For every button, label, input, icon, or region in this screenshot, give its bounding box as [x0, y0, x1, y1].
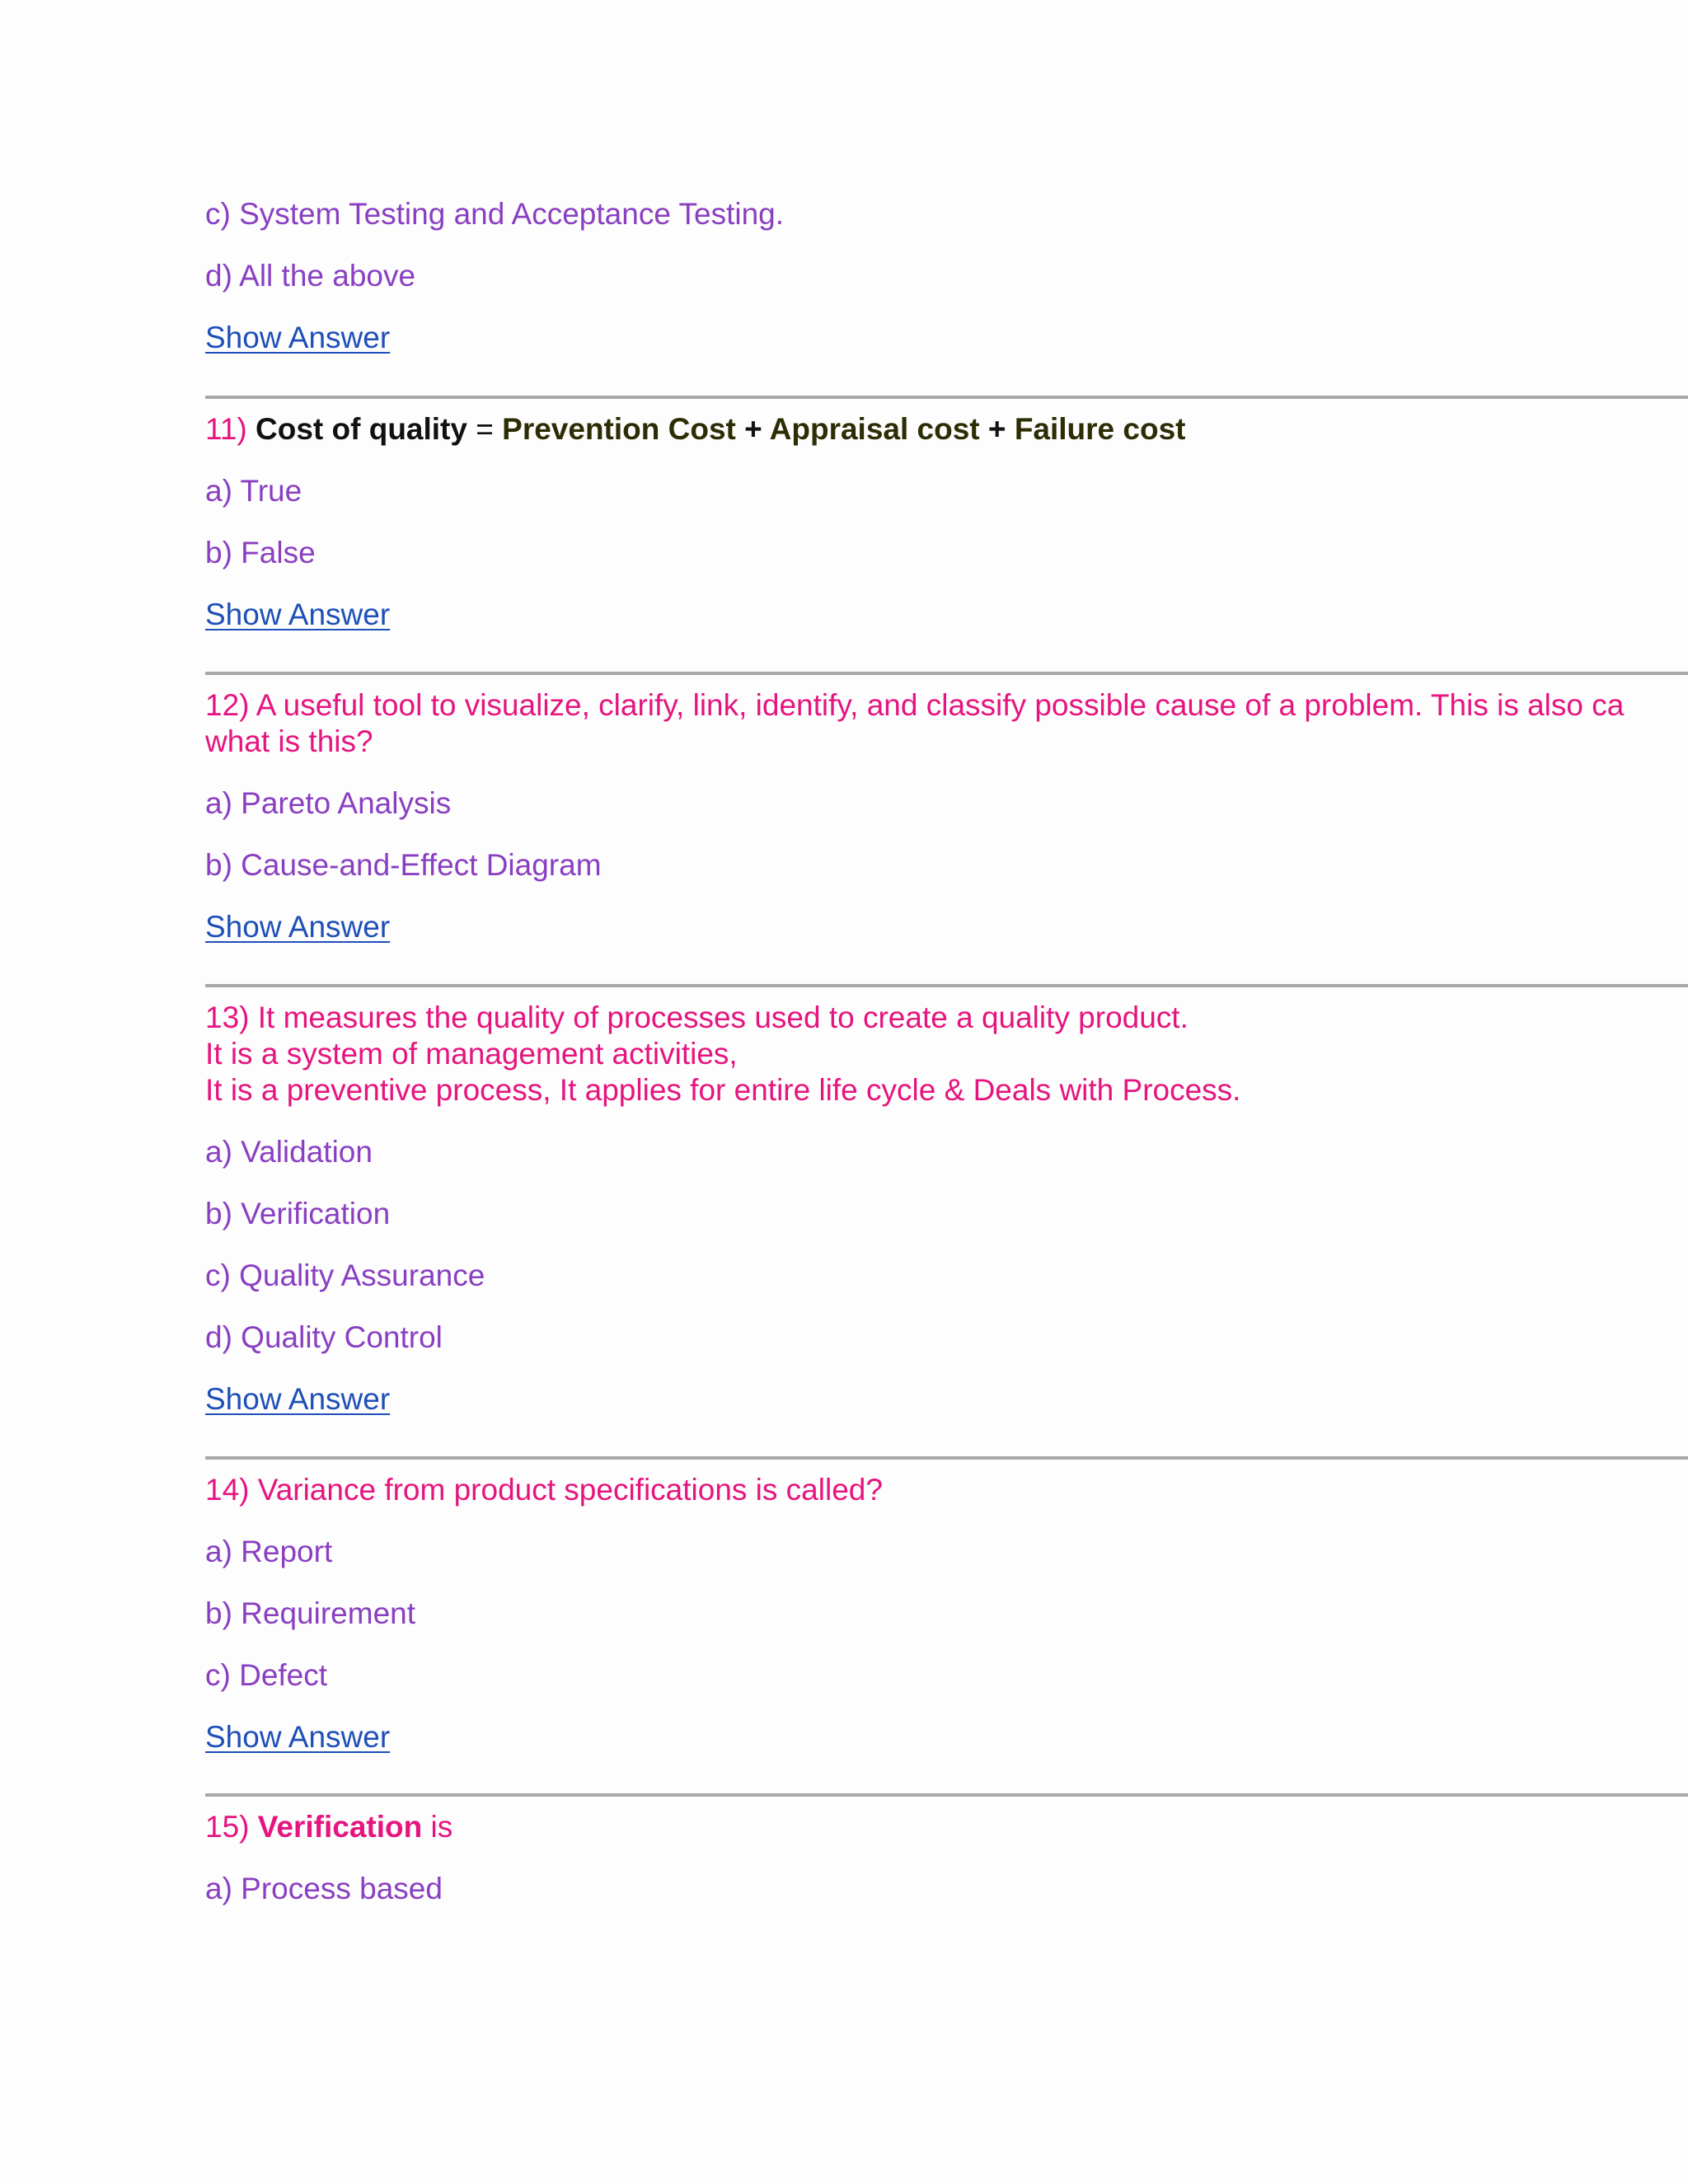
divider — [205, 1793, 1688, 1797]
q10-option-c: c) System Testing and Acceptance Testing. — [205, 197, 785, 231]
divider — [205, 1456, 1688, 1460]
q15-number: 15) — [205, 1810, 258, 1844]
q11-equals: = — [467, 412, 503, 446]
q15-tail: is — [422, 1810, 453, 1844]
q11-prevention-cost: Prevention Cost — [502, 412, 736, 446]
divider — [205, 672, 1688, 675]
q15-option-a: a) Process based — [205, 1872, 443, 1905]
q13-option-b: b) Verification — [205, 1197, 391, 1230]
q13-question-line-2: It is a system of management activities, — [205, 1037, 738, 1071]
q12-option-b: b) Cause-and-Effect Diagram — [205, 848, 602, 882]
q13-option-a: a) Validation — [205, 1135, 373, 1169]
q11-plus-2: + — [979, 412, 1015, 446]
q11-plus-1: + — [735, 412, 770, 446]
q13-option-c: c) Quality Assurance — [205, 1258, 485, 1292]
q10-option-d: d) All the above — [205, 259, 416, 293]
q14-question: 14) Variance from product specifications is called? — [205, 1473, 883, 1507]
q14-option-c: c) Defect — [205, 1658, 328, 1692]
q14-option-b: b) Requirement — [205, 1596, 416, 1630]
divider — [205, 984, 1688, 987]
q13-question-line-1: 13) It measures the quality of processes used to create a quality product. — [205, 1001, 1189, 1034]
q11-term: Cost of quality — [256, 412, 467, 446]
q11-show-answer-link[interactable]: Show Answer — [205, 598, 391, 631]
q11-option-b: b) False — [205, 536, 316, 569]
q15-question — [205, 1809, 452, 1845]
q13-option-d: d) Quality Control — [205, 1320, 443, 1354]
q11-option-a: a) True — [205, 474, 302, 508]
q14-option-a: a) Report — [205, 1535, 333, 1568]
q14-show-answer-link[interactable]: Show Answer — [205, 1720, 391, 1754]
divider — [205, 396, 1688, 399]
q12-option-a: a) Pareto Analysis — [205, 786, 452, 820]
q11-appraisal-cost: Appraisal cost — [769, 412, 980, 446]
q15-term: Verification — [257, 1810, 423, 1844]
q12-show-answer-link[interactable]: Show Answer — [205, 910, 391, 944]
q11-number: 11) — [205, 412, 256, 446]
quiz-page — [205, 196, 1688, 2184]
q12-question-line-1: 12) A useful tool to visualize, clarify, link, identify, and classify possible cause of a problem. This is also ca — [205, 688, 1625, 722]
q13-show-answer-link[interactable]: Show Answer — [205, 1382, 391, 1416]
q12-question-line-2: what is this? — [205, 724, 373, 758]
q11-question — [205, 411, 1186, 448]
q10-show-answer-link[interactable]: Show Answer — [205, 321, 391, 354]
q13-question-line-3: It is a preventive process, It applies for entire life cycle & Deals with Process. — [205, 1073, 1241, 1107]
q11-failure-cost: Failure cost — [1014, 412, 1186, 446]
